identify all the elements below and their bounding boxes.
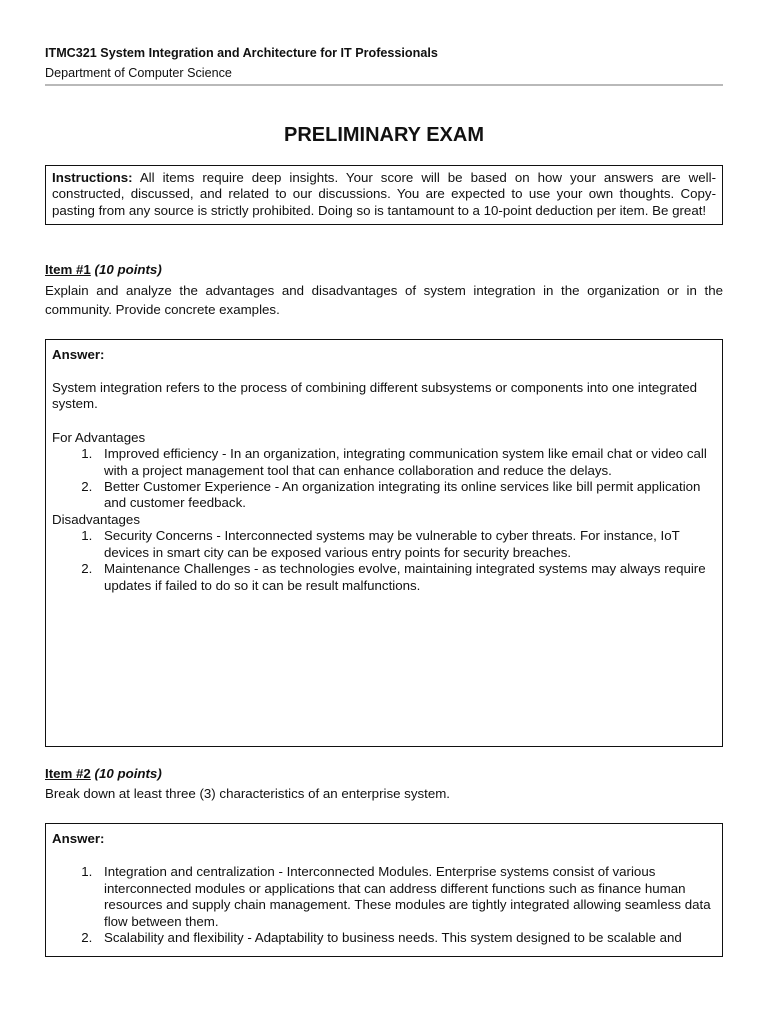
item2-question: Break down at least three (3) characteristics of an enterprise system. [45, 786, 450, 802]
list-item: 1. Security Concerns - Interconnected systems may be vulnerable to cyber threats. For instance, IoT devices in smart city can be exposed various entry points for security breaches. [96, 528, 716, 561]
list-item: 2. Maintenance Challenges - as technologies evolve, maintaining integrated systems may always require updates if failed to do so it can be result malfunctions. [96, 561, 716, 594]
list-item: 1. Improved efficiency - In an organization, integrating communication system like email chat or video call with a project management tool that can enhance collaboration and reduce the delays. [96, 446, 716, 479]
instructions-box [45, 165, 723, 225]
item1-heading [45, 262, 723, 278]
header-divider [45, 84, 723, 86]
disadvantages-list [52, 528, 716, 594]
advantages-heading: For Advantages [52, 429, 146, 445]
advantages-list [52, 446, 716, 512]
item2-answer-label: Answer: [52, 831, 105, 847]
course-title: ITMC321 System Integration and Architecture for IT Professionals [45, 46, 438, 60]
item2-answer-box [45, 823, 723, 957]
characteristics-list [52, 864, 716, 946]
item1-intro: System integration refers to the process of combining different subsystems or components into one integrated system. [52, 380, 697, 412]
department-name: Department of Computer Science [45, 66, 232, 80]
item1-answer-label: Answer: [52, 346, 105, 362]
instructions-text: All items require deep insights. Your score will be based on how your answers are well-constructed, discussed, and related to our discussions. You are expected to use your own thoughts. Copy-pasting from any source is strictly prohibited. Doing so is tantamount to a 10-point deduction per item. Be great! [52, 170, 716, 218]
instructions-label: Instructions: [52, 170, 133, 185]
page-title: PRELIMINARY EXAM [283, 124, 485, 146]
item1-points: (10 points) [94, 262, 162, 278]
list-item: 2. Scalability and flexibility - Adaptability to business needs. This system designed to be scalable and [96, 930, 716, 946]
list-item: 1. Integration and centralization - Interconnected Modules. Enterprise systems consist of various interconnected modules or applications that can address different functions such as finance human resources and supply chain management. These modules are tightly integrated allowing seamless data flow between them. [96, 864, 716, 930]
disadvantages-heading: Disadvantages [52, 511, 140, 527]
item1-question: Explain and analyze the advantages and disadvantages of system integration in the organization or in the community. Provide concrete examples. [45, 282, 723, 317]
item2-heading [45, 766, 723, 782]
item2-points: (10 points) [94, 765, 162, 781]
list-item: 2. Better Customer Experience - An organization integrating its online services like bill permit application and customer feedback. [96, 479, 716, 512]
document-header [45, 45, 723, 86]
item1-number: Item #1 [45, 262, 91, 278]
exam-page [45, 45, 723, 957]
item2-number: Item #2 [45, 765, 91, 781]
item1-answer-box [45, 339, 723, 747]
